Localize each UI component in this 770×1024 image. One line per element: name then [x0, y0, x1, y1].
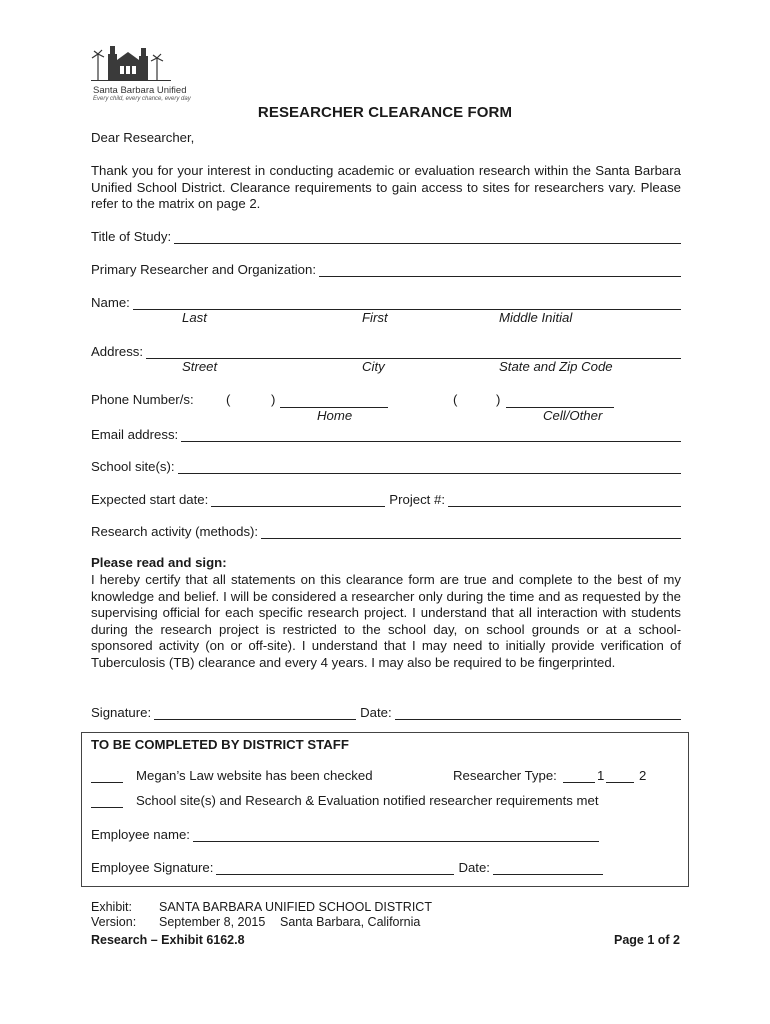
mission-building-icon	[91, 40, 171, 84]
name-label: Name:	[91, 295, 130, 310]
certify-heading: Please read and sign:	[91, 555, 227, 570]
school-sites-input[interactable]	[178, 460, 681, 474]
greeting: Dear Researcher,	[91, 130, 195, 145]
phone-label: Phone Number/s:	[91, 392, 194, 407]
researcher-type-2: 2	[639, 768, 647, 783]
footer-version-label: Version:	[91, 915, 137, 929]
project-label: Project #:	[389, 492, 446, 507]
notified-label: School site(s) and Research & Evaluation notified researcher requirements met	[136, 793, 599, 808]
page-title: RESEARCHER CLEARANCE FORM	[257, 104, 513, 121]
start-date-label: Expected start date:	[91, 492, 209, 507]
address-state-zip-caption: State and Zip Code	[499, 359, 613, 374]
employee-name-label: Employee name:	[91, 827, 190, 842]
phone-cell-paren-close: )	[496, 392, 501, 407]
primary-researcher-input[interactable]	[319, 263, 681, 277]
employee-signature-label: Employee Signature:	[91, 860, 214, 875]
staff-heading: TO BE COMPLETED BY DISTRICT STAFF	[91, 737, 349, 752]
certify-date-input[interactable]	[395, 706, 681, 720]
logo-name: Santa Barbara Unified	[93, 85, 187, 96]
title-of-study-input[interactable]	[174, 230, 681, 244]
employee-name-input[interactable]	[193, 828, 599, 842]
employee-signature-input[interactable]	[216, 861, 454, 875]
primary-researcher-field[interactable]	[91, 259, 681, 277]
phone-home-paren-open: (	[226, 392, 231, 407]
footer-exhibit-value: SANTA BARBARA UNIFIED SCHOOL DISTRICT	[159, 900, 432, 914]
signature-date-row	[91, 702, 681, 720]
start-date-input[interactable]	[211, 493, 385, 507]
staff-date-label: Date:	[458, 860, 490, 875]
name-field[interactable]	[91, 292, 681, 310]
footer-exhibit-label: Exhibit:	[91, 900, 132, 914]
district-logo	[91, 40, 203, 106]
footer-version-place: Santa Barbara, California	[280, 915, 421, 929]
footer-research-exhibit: Research – Exhibit 6162.8	[91, 933, 245, 947]
phone-cell-paren-open: (	[453, 392, 458, 407]
logo-tagline: Every child, every chance, every day	[93, 96, 191, 102]
signature-label: Signature:	[91, 705, 152, 720]
research-activity-field[interactable]	[91, 521, 681, 539]
researcher-type-1: 1	[597, 768, 605, 783]
address-street-caption: Street	[182, 359, 218, 374]
phone-home-caption: Home	[317, 408, 353, 423]
intro-paragraph: Thank you for your interest in conducting academic or evaluation research within the Santa Barbara Unified School District. Clearance requirements to gain access to sites for researchers vary. Please refer to the matrix on page 2.	[91, 163, 681, 211]
researcher-type-label: Researcher Type:	[453, 768, 557, 783]
employee-signature-row	[91, 857, 603, 875]
title-of-study-field[interactable]	[91, 226, 681, 244]
name-last-caption: Last	[182, 310, 207, 325]
signature-input[interactable]	[154, 706, 356, 720]
meghans-law-label: Megan’s Law website has been checked	[136, 768, 373, 783]
footer-version-date: September 8, 2015	[159, 915, 266, 929]
address-field[interactable]	[91, 341, 681, 359]
notified-checkbox-line[interactable]	[91, 795, 123, 808]
primary-researcher-label: Primary Researcher and Organization:	[91, 262, 317, 277]
title-of-study-label: Title of Study:	[91, 229, 172, 244]
meghans-law-checkbox-line[interactable]	[91, 770, 123, 783]
phone-home-input[interactable]	[280, 395, 388, 408]
researcher-type-1-line[interactable]	[563, 770, 595, 783]
research-activity-label: Research activity (methods):	[91, 524, 259, 539]
research-activity-input[interactable]	[261, 525, 681, 539]
certify-date-label: Date:	[360, 705, 392, 720]
email-field[interactable]	[91, 424, 681, 442]
phone-home-paren-close: )	[271, 392, 276, 407]
address-label: Address:	[91, 344, 144, 359]
school-sites-label: School site(s):	[91, 459, 175, 474]
name-first-caption: First	[362, 310, 388, 325]
footer-page-number: Page 1 of 2	[614, 933, 680, 947]
school-sites-field[interactable]	[91, 456, 681, 474]
email-input[interactable]	[181, 428, 681, 442]
address-city-caption: City	[362, 359, 385, 374]
employee-name-field[interactable]	[91, 824, 599, 842]
phone-cell-caption: Cell/Other	[543, 408, 603, 423]
project-input[interactable]	[448, 493, 681, 507]
name-input[interactable]	[133, 296, 681, 310]
name-middle-caption: Middle Initial	[499, 310, 573, 325]
phone-cell-input[interactable]	[506, 395, 614, 408]
address-input[interactable]	[146, 345, 681, 359]
certify-paragraph: I hereby certify that all statements on this clearance form are true and complete to the best of my knowledge and belief. I will be considered a researcher only during the time and as requested by the supervising official for each specific research project. I understand that all interaction with students during the research project is restricted to the school day, on school grounds or at a school-sponsored activity (on or off-site). I understand that I may need to initially provide verification of Tuberculosis (TB) clearance and every 4 years. I may also be required to be fingerprinted.	[91, 572, 681, 670]
researcher-type-2-line[interactable]	[606, 770, 634, 783]
email-label: Email address:	[91, 427, 179, 442]
start-date-project-row	[91, 489, 681, 507]
staff-date-input[interactable]	[493, 861, 603, 875]
